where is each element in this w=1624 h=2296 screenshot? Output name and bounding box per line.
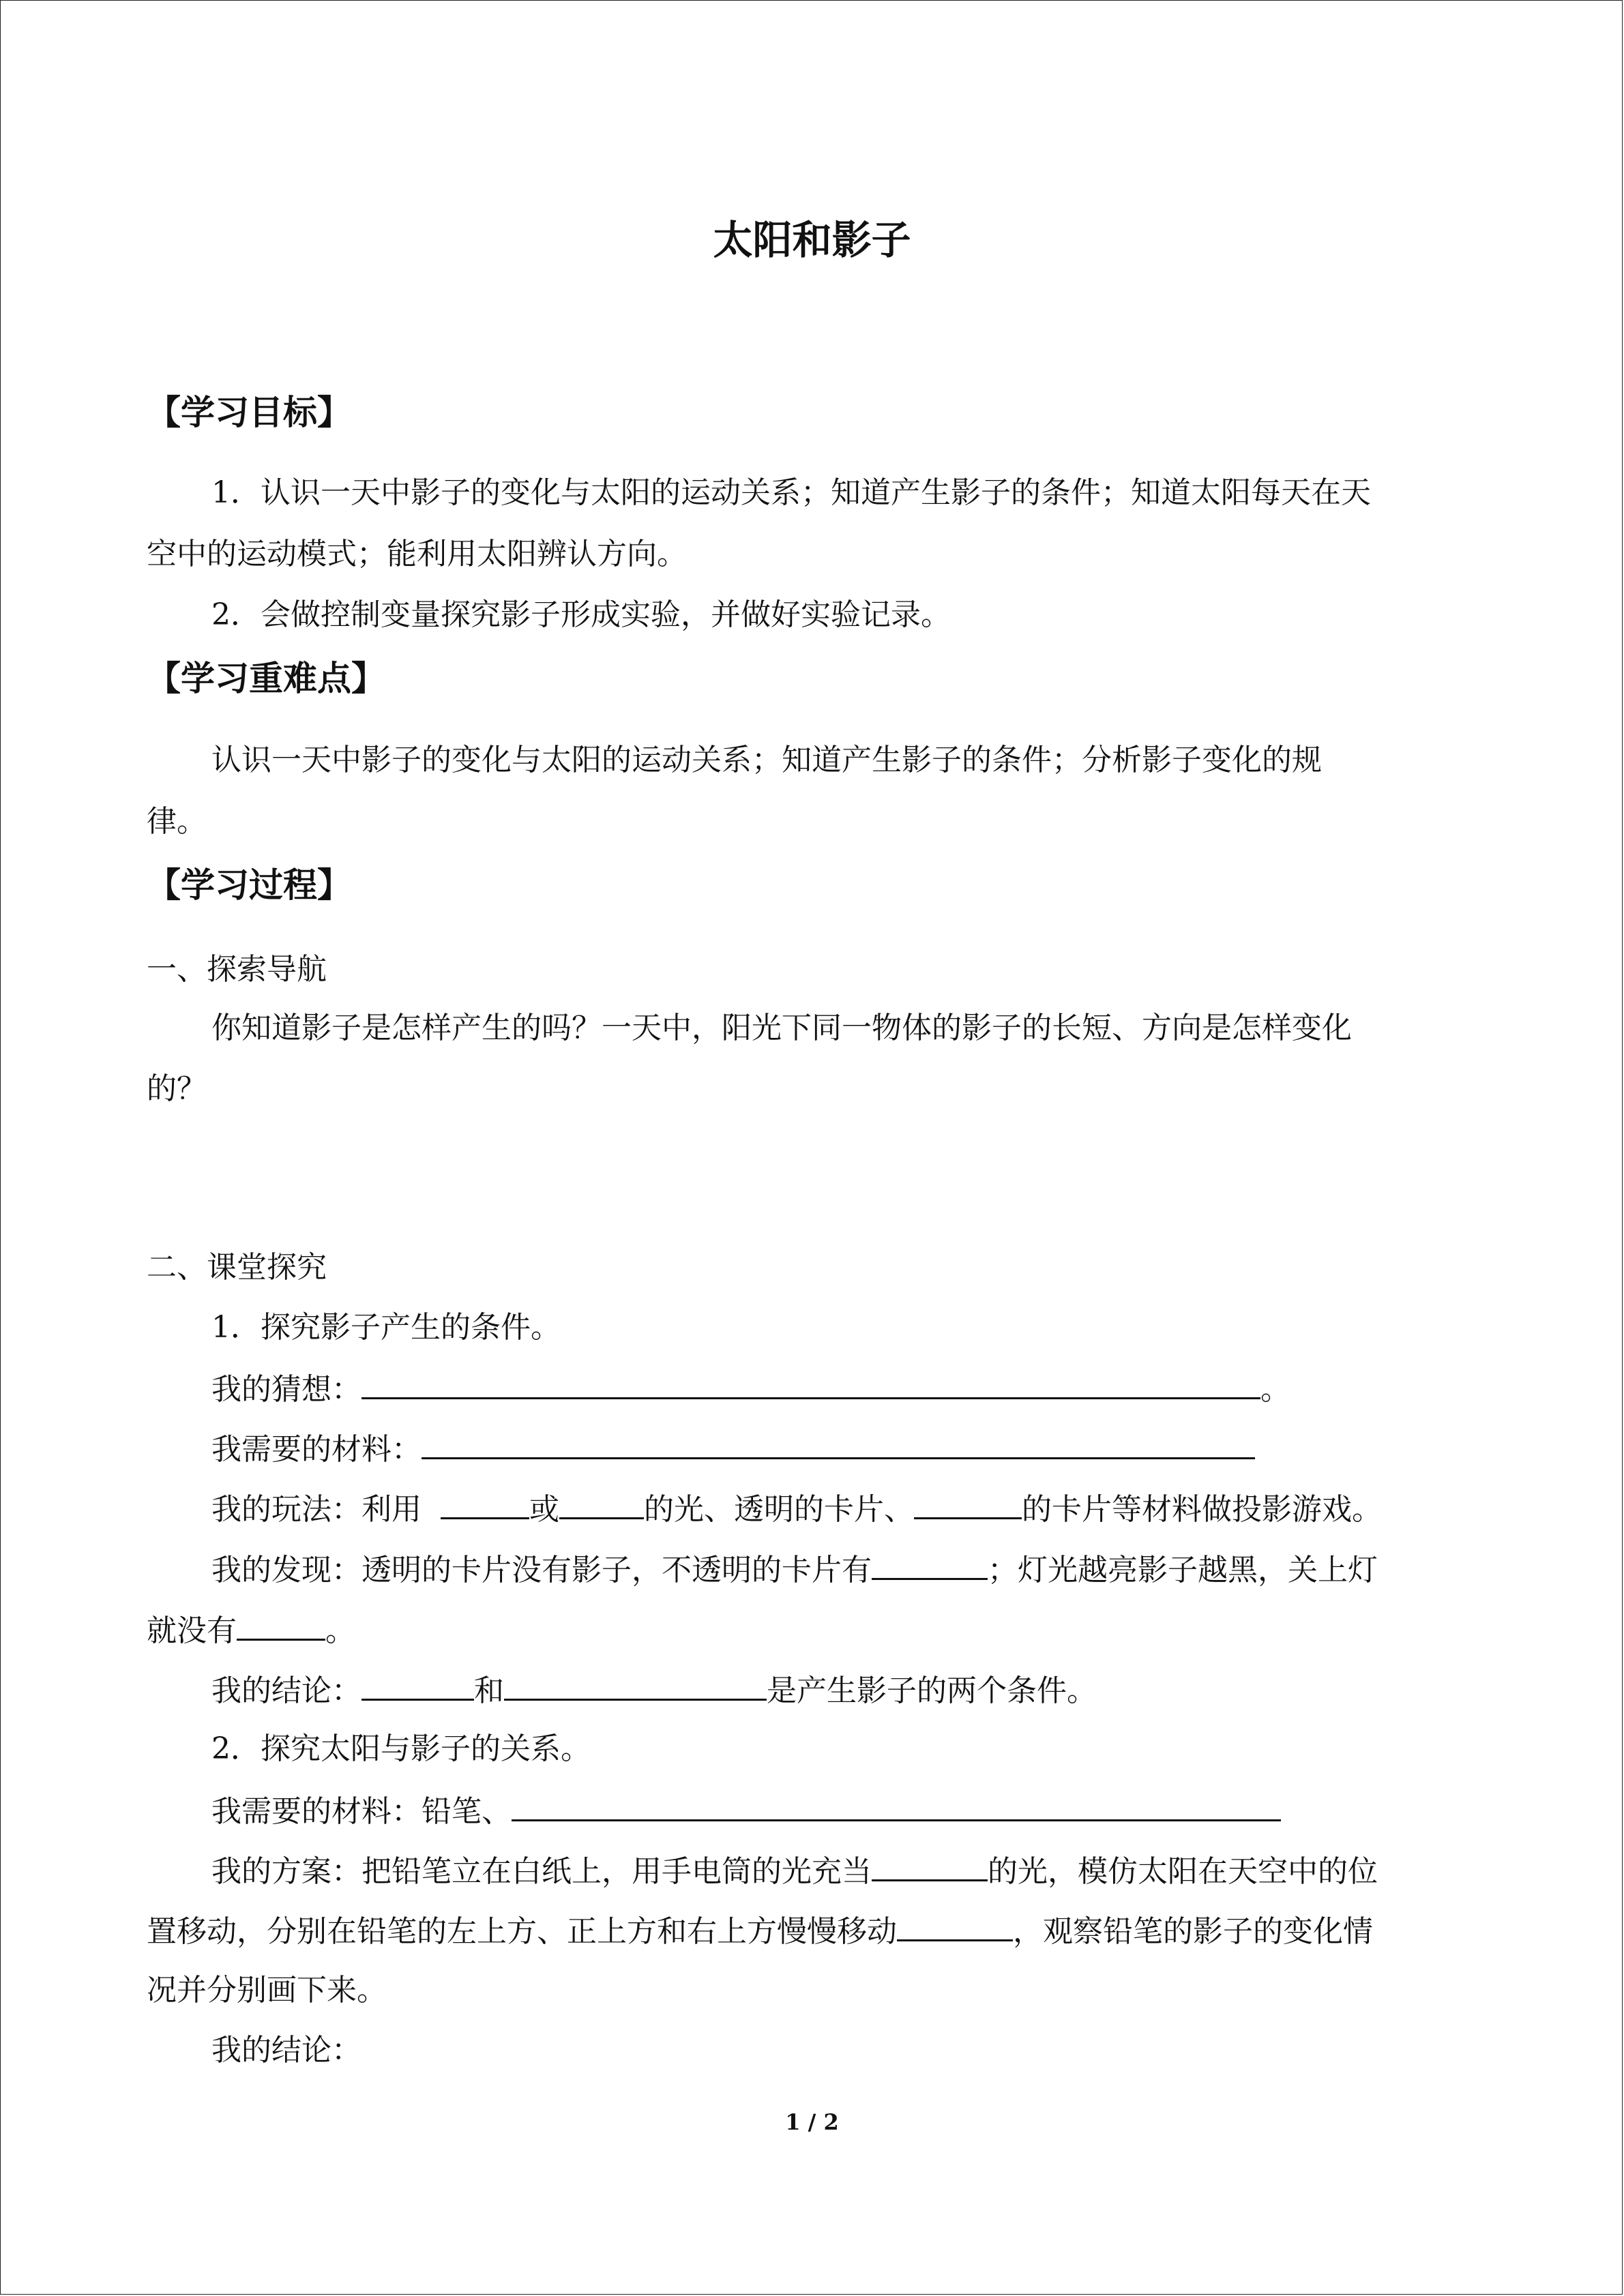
finding-line-1 [211, 1548, 1378, 1591]
q1-title: 1．探究影子产生的条件。 [211, 1310, 561, 1345]
finding-blank-2[interactable] [237, 1609, 325, 1641]
page-number: 1 / 2 [785, 2109, 839, 2135]
conclusion-text-b: 和 [474, 1673, 504, 1708]
part2-title: 二、课堂探究 [147, 1250, 327, 1285]
guess-label: 我的猜想： [211, 1372, 361, 1407]
guess-line [211, 1367, 1290, 1410]
conclusion-text-c: 是产生影子的两个条件。 [767, 1673, 1097, 1708]
q2-material-blank[interactable] [512, 1789, 1281, 1821]
conclusion-blank-2[interactable] [504, 1669, 767, 1701]
conclusion-blank-1[interactable] [361, 1669, 474, 1701]
plan-blank-2[interactable] [897, 1909, 1013, 1941]
q2-material-label: 我需要的材料：铅笔、 [211, 1794, 512, 1829]
play-text-d: 的卡片等材料做投影游戏。 [1021, 1492, 1382, 1527]
q2-material-line [211, 1789, 1281, 1832]
finding-text-a: 我的发现：透明的卡片没有影子，不透明的卡片有 [211, 1553, 872, 1587]
play-text-a: 我的玩法：利用 [211, 1492, 422, 1527]
guess-end: 。 [1260, 1372, 1290, 1407]
plan-text-b: 的光，模仿太阳在天空中的位 [988, 1854, 1378, 1889]
part1-title: 一、探索导航 [147, 952, 327, 987]
plan-text-d: ，观察铅笔的影子的变化情 [1013, 1914, 1373, 1949]
finding-blank-1[interactable] [872, 1548, 988, 1580]
q2-conclusion: 我的结论： [211, 2033, 361, 2068]
document-title: 太阳和影子 [713, 217, 911, 263]
play-text-b: 或 [529, 1492, 559, 1527]
plan-line-2 [147, 1909, 1373, 1952]
play-text-c: 的光、透明的卡片、 [643, 1492, 914, 1527]
goal-line-1: 1．认识一天中影子的变化与太阳的运动关系；知道产生影子的条件；知道太阳每天在天 [211, 475, 1371, 510]
plan-line-3: 况并分别画下来。 [147, 1973, 387, 2008]
finding-line-2 [147, 1609, 355, 1652]
heading-key-points: 【学习重难点】 [147, 659, 385, 698]
goal-line-2: 空中的运动模式；能利用太阳辨认方向。 [147, 537, 687, 571]
plan-line-1 [211, 1849, 1378, 1892]
key-point-line-2: 律。 [147, 804, 207, 839]
q2-title: 2．探究太阳与影子的关系。 [211, 1731, 591, 1766]
material-line [211, 1427, 1255, 1470]
plan-text-c: 置移动，分别在铅笔的左上方、正上方和右上方慢慢移动 [147, 1914, 897, 1949]
finding-text-c: 就没有 [147, 1613, 237, 1648]
play-line [211, 1487, 1382, 1530]
key-point-line-1: 认识一天中影子的变化与太阳的运动关系；知道产生影子的条件；分析影子变化的规 [211, 743, 1322, 777]
play-blank-2[interactable] [559, 1487, 644, 1519]
heading-learning-goals: 【学习目标】 [147, 393, 351, 432]
conclusion-text-a: 我的结论： [211, 1673, 361, 1708]
plan-text-a: 我的方案：把铅笔立在白纸上，用手电筒的光充当 [211, 1854, 872, 1889]
material-blank[interactable] [422, 1427, 1255, 1459]
plan-blank-1[interactable] [872, 1849, 988, 1881]
finding-text-d: 。 [325, 1613, 355, 1648]
material-label: 我需要的材料： [211, 1432, 422, 1467]
part1-line-2: 的？ [147, 1071, 207, 1106]
conclusion-line [211, 1669, 1097, 1712]
play-blank-3[interactable] [914, 1487, 1022, 1519]
guess-blank[interactable] [361, 1367, 1260, 1399]
part1-line-1: 你知道影子是怎样产生的吗？一天中，阳光下同一物体的影子的长短、方向是怎样变化 [211, 1011, 1352, 1045]
play-blank-1[interactable] [441, 1487, 529, 1519]
goal-line-3: 2．会做控制变量探究影子形成实验，并做好实验记录。 [211, 597, 951, 632]
heading-learning-process: 【学习过程】 [147, 865, 351, 905]
finding-text-b: ；灯光越亮影子越黑，关上灯 [988, 1553, 1378, 1587]
